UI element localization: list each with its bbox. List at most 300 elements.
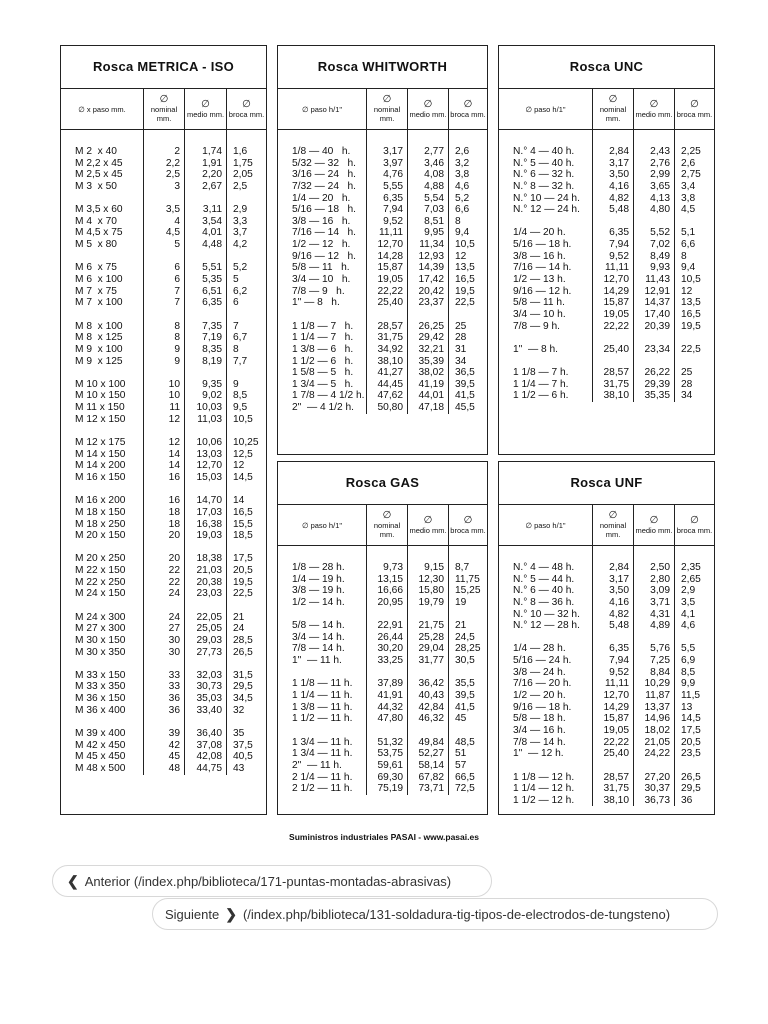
table-cell: 28,57: [603, 771, 629, 783]
table-cell: [185, 484, 226, 496]
table-cell: 4,16: [609, 180, 629, 192]
table-cell: 34: [681, 390, 693, 402]
table-cell: M 18 x 150: [75, 506, 126, 518]
table-cell: N.° 8 — 36 h.: [513, 596, 575, 608]
table-title: Rosca WHITWORTH: [278, 46, 487, 89]
table-cell: 2,9: [681, 585, 696, 597]
table-cell: 14,29: [603, 701, 629, 713]
table-cell: 4,16: [609, 596, 629, 608]
table-cell: 25,40: [603, 343, 629, 355]
table-cell: 5,55: [383, 180, 403, 192]
table-cell: 13,5: [681, 297, 701, 309]
table-cell: 39: [168, 728, 180, 740]
table-cell: [408, 609, 448, 621]
table-cell: 75,19: [377, 783, 403, 795]
table-cell: 14,70: [196, 495, 222, 507]
col-header-nominal: ∅ nominal mm.: [143, 89, 184, 129]
table-cell: 45: [168, 751, 180, 763]
table-cell: 32: [233, 704, 245, 716]
table-cell: 12,70: [603, 690, 629, 702]
table-cell: M 39 x 400: [75, 728, 126, 740]
table-cell: 9,4: [455, 227, 470, 239]
table-cell: 7,7: [233, 355, 248, 367]
table-cell: 7,94: [609, 239, 629, 251]
table-cell: 17,5: [681, 724, 701, 736]
table-cell: 16,5: [455, 274, 475, 286]
table-cell: M 36 x 150: [75, 693, 126, 705]
table-cell: 3,8: [455, 169, 470, 181]
column-nominal: [366, 130, 407, 414]
table-cell: 2 1/4 — 11 h.: [292, 771, 353, 783]
table-cell: M 10 x 100: [75, 378, 126, 390]
table-cell: 8,5: [233, 390, 248, 402]
table-cell: 10,25: [233, 437, 259, 449]
table-cell: [278, 667, 366, 679]
table-cell: 33: [168, 681, 180, 693]
table-cell: 30,37: [644, 783, 670, 795]
table-cell: 30: [168, 634, 180, 646]
table-cell: [634, 760, 674, 772]
table-body: [278, 130, 487, 414]
table-cell: 44,75: [196, 762, 222, 774]
table-cell: 21: [455, 620, 467, 632]
table-cell: 7: [233, 320, 239, 332]
table-cell: 8: [174, 332, 180, 344]
table-cell: 4,5: [165, 227, 180, 239]
table-cell: 36: [168, 693, 180, 705]
table-cell: 9/16 — 18 h.: [513, 701, 572, 713]
table-cell: 18,38: [196, 553, 222, 565]
table-cell: 10: [168, 390, 180, 402]
table-body: [499, 130, 714, 402]
table-cell: 41,91: [377, 690, 403, 702]
table-cell: [61, 425, 143, 437]
table-cell: 23,37: [418, 297, 444, 309]
table-cell: 12,93: [418, 250, 444, 262]
table-cell: 15,80: [418, 585, 444, 597]
table-cell: 16: [168, 495, 180, 507]
table-cell: 5,35: [202, 274, 222, 286]
table-cell: 53,75: [377, 748, 403, 760]
table-header: [278, 505, 487, 546]
table-cell: [227, 716, 266, 728]
table-cell: 18,02: [644, 724, 670, 736]
col-header-broca: ∅ broca mm.: [448, 89, 487, 129]
column-broca: [226, 130, 266, 775]
table-cell: 19,05: [603, 308, 629, 320]
table-cell: 73,71: [418, 783, 444, 795]
table-cell: 8: [233, 343, 239, 355]
table-cell: [408, 725, 448, 737]
table-cell: 19: [455, 596, 467, 608]
table-cell: 9,02: [202, 390, 222, 402]
table-cell: 12: [168, 437, 180, 449]
table-cell: 28: [681, 378, 693, 390]
table-cell: 3/4 — 10 h.: [513, 308, 566, 320]
table-cell: M 4 x 70: [75, 215, 117, 227]
table-cell: 37,08: [196, 739, 222, 751]
table-cell: 26,5: [233, 646, 253, 658]
table-cell: 11,03: [197, 413, 222, 425]
table-cell: 11,11: [605, 678, 629, 690]
table-cell: 57: [455, 759, 467, 771]
table-cell: [367, 725, 407, 737]
table-cell: 23,34: [644, 343, 670, 355]
table-cell: 14,5: [233, 471, 253, 483]
table-cell: [634, 632, 674, 644]
table-cell: 10,5: [455, 239, 475, 251]
table-cell: [675, 760, 714, 772]
table-cell: 11: [169, 402, 180, 414]
table-cell: 31,75: [377, 332, 403, 344]
table-cell: 45: [455, 713, 467, 725]
table-cell: [499, 332, 592, 344]
table-cell: 47,80: [377, 713, 403, 725]
table-cell: 12,70: [377, 239, 403, 251]
table-cell: 22,22: [603, 736, 629, 748]
table-cell: 1 3/8 — 6 h.: [292, 343, 354, 355]
table-cell: 48,5: [455, 736, 475, 748]
table-cell: 18: [168, 518, 180, 530]
table-cell: 1 1/4 — 12 h.: [513, 783, 575, 795]
table-cell: 5/8 — 11 h.: [513, 297, 565, 309]
table-cell: [61, 658, 143, 670]
table-cell: 1" — 8 h.: [513, 343, 558, 355]
table-cell: [278, 725, 366, 737]
table-cell: 9: [174, 343, 180, 355]
table-cell: 39,5: [455, 690, 475, 702]
table-cell: [144, 542, 184, 554]
table-cell: N.° 5 — 40 h.: [513, 157, 575, 169]
table-cell: 35,5: [455, 678, 475, 690]
table-cell: 3,50: [609, 585, 629, 597]
table-cell: 21,03: [196, 565, 222, 577]
table-cell: M 6 x 75: [75, 262, 117, 274]
table-cell: 8,19: [202, 355, 222, 367]
next-link-path: (/index.php/biblioteca/131-soldadura-tig-tipos-de-electrodos-de-tungsteno): [242, 906, 671, 922]
table-cell: 5/8 — 18 h.: [513, 713, 566, 725]
previous-article-link[interactable]: [52, 865, 492, 897]
table-cell: M 27 x 300: [75, 623, 126, 635]
table-cell: 19,03: [196, 530, 222, 542]
table-cell: 9,4: [681, 262, 696, 274]
table-cell: 42: [168, 739, 180, 751]
table-cell: 6,2: [233, 285, 248, 297]
table-gas: [277, 461, 488, 815]
table-cell: 14,37: [644, 297, 670, 309]
col-header-medio: ∅ medio mm.: [407, 89, 448, 129]
table-cell: 1/2 — 13 h.: [513, 274, 566, 286]
table-cell: 16,38: [196, 518, 222, 530]
table-cell: [449, 309, 487, 321]
table-cell: 3/8 — 24 h.: [513, 666, 566, 678]
table-cell: [278, 309, 366, 321]
table-cell: 7: [174, 285, 180, 297]
table-cell: 4,82: [609, 608, 629, 620]
table-cell: 5,2: [455, 192, 470, 204]
table-cell: [61, 193, 143, 205]
table-cell: 20,38: [196, 576, 222, 588]
table-cell: 3,54: [202, 215, 222, 227]
table-cell: 3,11: [202, 204, 222, 216]
table-cell: 44,32: [377, 701, 403, 713]
table-cell: [593, 760, 633, 772]
table-cell: 26,25: [418, 320, 444, 332]
table-cell: N.° 5 — 44 h.: [513, 573, 575, 585]
table-cell: 19,5: [681, 320, 701, 332]
table-cell: [499, 760, 592, 772]
table-cell: [61, 716, 143, 728]
table-cell: 16,5: [233, 506, 253, 518]
table-cell: 9/16 — 12 h.: [292, 250, 356, 262]
thread-tables-document: [60, 45, 715, 815]
table-cell: 39,5: [455, 378, 475, 390]
table-cell: 46,32: [418, 713, 444, 725]
col-header-medio: ∅ medio mm.: [184, 89, 226, 129]
table-cell: 2,2: [165, 157, 180, 169]
table-cell: 4,08: [424, 169, 444, 181]
table-cell: 5,2: [233, 262, 248, 274]
table-cell: 2,84: [609, 562, 629, 573]
table-cell: 36,5: [455, 367, 475, 379]
table-cell: M 14 x 150: [75, 448, 126, 460]
table-cell: [367, 667, 407, 679]
table-cell: 41,5: [455, 390, 475, 402]
table-cell: 9/16 — 12 h.: [513, 285, 572, 297]
table-cell: 13: [681, 701, 693, 713]
table-cell: 51: [455, 748, 467, 760]
table-cell: 28,57: [603, 367, 629, 379]
table-cell: 30,20: [377, 643, 403, 655]
table-cell: 3,2: [455, 157, 470, 169]
table-cell: [593, 332, 633, 344]
table-cell: 10,03: [196, 402, 222, 414]
table-cell: 19,5: [455, 285, 475, 297]
table-cell: 2 1/2 — 11 h.: [292, 783, 353, 795]
column-size: [278, 130, 366, 414]
column-size: [278, 546, 366, 795]
table-cell: 35,39: [418, 355, 444, 367]
table-cell: 32,03: [196, 669, 222, 681]
table-cell: M 16 x 150: [75, 471, 126, 483]
column-broca: [448, 546, 487, 795]
table-cell: 14: [168, 460, 180, 472]
table-cell: [227, 309, 266, 321]
table-cell: 3,3: [233, 215, 248, 227]
table-cell: 25: [681, 367, 693, 379]
table-cell: 20,5: [681, 736, 701, 748]
table-cell: 1,75: [233, 157, 253, 169]
table-cell: 13,15: [377, 573, 403, 585]
table-cell: 15,87: [377, 262, 403, 274]
table-title: Rosca UNF: [499, 462, 714, 505]
column-medio: [633, 130, 674, 402]
col-header-broca: ∅ broca mm.: [226, 89, 266, 129]
table-cell: 3,7: [233, 227, 248, 239]
col-header-size: ∅ x paso mm.: [78, 104, 126, 114]
table-metrica-iso: [60, 45, 267, 815]
table-cell: 5,48: [609, 620, 629, 632]
table-cell: M 10 x 150: [75, 390, 126, 402]
table-cell: 33,40: [196, 704, 222, 716]
table-cell: 36,40: [196, 728, 222, 740]
table-cell: [593, 632, 633, 644]
table-cell: 2,6: [681, 157, 696, 169]
table-cell: 4,01: [202, 227, 222, 239]
table-cell: 22,05: [196, 611, 222, 623]
table-cell: 27,20: [644, 771, 670, 783]
table-cell: [278, 609, 366, 621]
table-cell: [634, 216, 674, 228]
table-cell: 3/4 — 14 h.: [292, 631, 345, 643]
table-cell: 1 3/4 — 11 h.: [292, 748, 353, 760]
table-cell: 3,17: [383, 146, 403, 157]
table-cell: 1 1/8 — 11 h.: [292, 678, 353, 690]
table-cell: 69,30: [377, 771, 403, 783]
table-cell: [227, 425, 266, 437]
table-cell: 4,76: [383, 169, 403, 181]
table-cell: 30,73: [196, 681, 222, 693]
table-cell: [185, 716, 226, 728]
col-header-size: ∅ paso h/1": [301, 104, 343, 114]
table-cell: 20: [168, 553, 180, 565]
table-cell: 13,37: [644, 701, 670, 713]
chevron-left-icon: ❮: [67, 872, 79, 889]
table-cell: 3,17: [609, 157, 629, 169]
table-cell: 24: [168, 611, 180, 623]
table-cell: 11,11: [605, 262, 629, 274]
table-cell: 22: [168, 565, 180, 577]
chevron-right-icon: ❯: [225, 905, 237, 922]
table-cell: [144, 716, 184, 728]
table-cell: 7/8 — 9 h.: [513, 320, 561, 332]
table-cell: M 11 x 150: [75, 402, 125, 414]
table-cell: 22: [168, 576, 180, 588]
table-cell: 4,2: [233, 239, 248, 251]
table-cell: 22,22: [603, 320, 629, 332]
table-cell: 1 1/2 — 12 h.: [513, 794, 575, 806]
table-title: Rosca GAS: [278, 462, 487, 505]
table-cell: [61, 484, 143, 496]
table-cell: [144, 309, 184, 321]
table-cell: 6,35: [202, 297, 222, 309]
table-cell: 5: [174, 239, 180, 251]
table-cell: 9,52: [609, 250, 629, 262]
table-cell: 9,15: [424, 562, 444, 573]
table-cell: [144, 193, 184, 205]
table-cell: 6,35: [609, 227, 629, 239]
table-cell: 21: [233, 611, 245, 623]
table-cell: 23,5: [681, 748, 701, 760]
table-cell: [144, 367, 184, 379]
table-cell: 11,5: [681, 690, 701, 702]
table-cell: [185, 425, 226, 437]
table-cell: 28,25: [455, 643, 481, 655]
table-cell: [449, 609, 487, 621]
table-cell: 59,61: [377, 759, 403, 771]
table-cell: 10,06: [196, 437, 222, 449]
table-cell: 50,80: [377, 402, 403, 414]
next-article-link[interactable]: [152, 898, 718, 930]
table-cell: 36: [681, 794, 693, 806]
table-cell: [227, 542, 266, 554]
table-cell: 7/16 — 20 h.: [513, 678, 572, 690]
table-cell: 24,22: [644, 748, 670, 760]
table-cell: [675, 332, 714, 344]
column-size: [499, 130, 592, 402]
table-cell: [449, 667, 487, 679]
table-cell: 8,51: [424, 215, 444, 227]
table-cell: 8: [455, 215, 461, 227]
table-cell: 3,4: [681, 180, 696, 192]
table-cell: 5: [233, 274, 239, 286]
table-cell: [449, 725, 487, 737]
table-cell: 4,6: [455, 180, 470, 192]
table-cell: [227, 193, 266, 205]
table-body: [499, 546, 714, 806]
table-cell: 38,10: [603, 390, 629, 402]
col-header-nominal: ∅ nominal mm.: [592, 505, 633, 545]
table-cell: 24: [233, 623, 245, 635]
table-cell: 6: [174, 274, 180, 286]
table-cell: 3/8 — 16 h.: [513, 250, 566, 262]
table-cell: 6,35: [609, 643, 629, 655]
table-cell: 3,97: [383, 157, 403, 169]
table-cell: 7,35: [202, 320, 222, 332]
table-cell: 1/2 — 14 h.: [292, 596, 345, 608]
table-cell: 37,5: [233, 739, 253, 751]
table-cell: 2,20: [202, 169, 222, 181]
table-cell: 17,03: [196, 506, 222, 518]
table-cell: M 8 x 100: [75, 320, 123, 332]
table-cell: 8: [174, 320, 180, 332]
table-cell: 1 3/8 — 11 h.: [292, 701, 353, 713]
col-header-medio: ∅ medio mm.: [633, 505, 674, 545]
previous-link-label: Anterior (/index.php/biblioteca/171-puntas-montadas-abrasivas): [84, 873, 452, 889]
table-cell: 15,87: [603, 297, 629, 309]
table-cell: 35: [233, 728, 245, 740]
table-cell: 2" — 11 h.: [292, 759, 342, 771]
col-header-size: ∅ paso h/1": [301, 520, 343, 530]
table-cell: N.° 12 — 24 h.: [513, 204, 580, 216]
table-cell: 2,77: [424, 146, 444, 157]
table-cell: 18: [168, 506, 180, 518]
table-cell: 7,03: [424, 204, 444, 216]
table-cell: 7,94: [383, 204, 403, 216]
table-cell: 20: [168, 530, 180, 542]
table-cell: 6,6: [681, 239, 696, 251]
table-cell: 6: [174, 262, 180, 274]
table-cell: 11,34: [419, 239, 444, 251]
table-cell: 10,29: [644, 678, 670, 690]
table-cell: 34,5: [233, 693, 253, 705]
table-cell: 5,51: [202, 262, 222, 274]
table-cell: 2,6: [455, 146, 470, 157]
table-cell: M 42 x 450: [75, 739, 126, 751]
col-header-nominal: ∅ nominal mm.: [592, 89, 633, 129]
table-cell: 8,7: [455, 562, 470, 573]
table-cell: [185, 251, 226, 263]
table-cell: M 20 x 150: [75, 530, 126, 542]
column-nominal: [592, 546, 633, 806]
table-cell: 21,75: [418, 620, 444, 632]
table-cell: 43: [233, 762, 245, 774]
table-cell: M 7 x 100: [75, 297, 123, 309]
table-cell: 3,5: [165, 204, 180, 216]
table-cell: [593, 356, 633, 368]
table-cell: 12: [455, 250, 467, 262]
table-cell: 29,5: [233, 681, 253, 693]
